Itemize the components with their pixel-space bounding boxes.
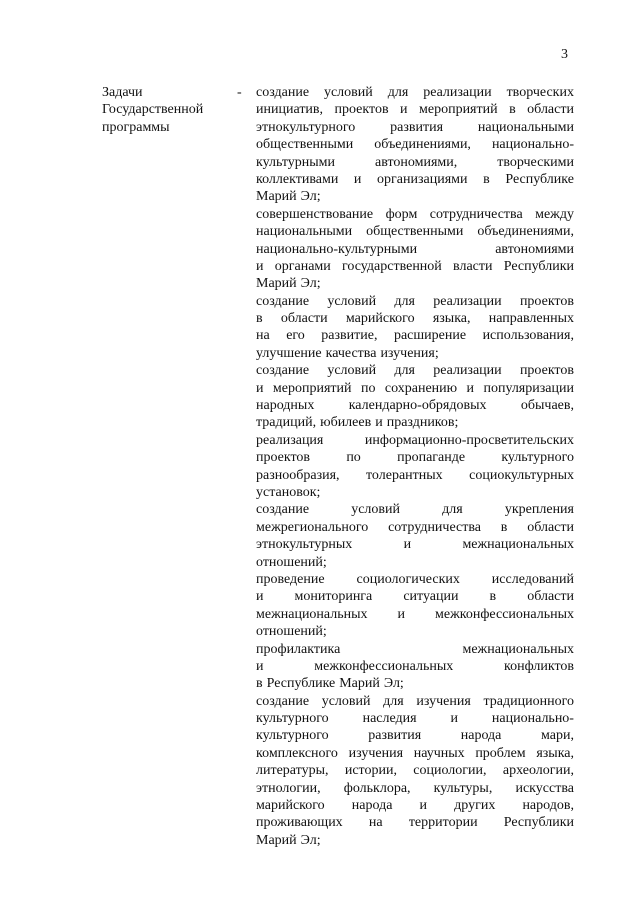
task-line: национально-культурными автономиями xyxy=(256,241,574,257)
task-line: национальными общественными объединениями, xyxy=(256,224,574,240)
task-line: и мониторинга ситуации в области xyxy=(256,589,574,605)
page-number: 3 xyxy=(561,47,568,62)
task-line: межрегионального сотрудничества в области xyxy=(256,519,574,535)
task-line: Марий Эл; xyxy=(256,832,321,848)
task-line: инициатив, проектов и мероприятий в области xyxy=(256,102,574,118)
task-item xyxy=(256,362,574,432)
task-item xyxy=(256,501,574,571)
task-line: межнациональных и межконфессиональных xyxy=(256,606,574,622)
task-line: проектов по пропаганде культурного xyxy=(256,450,574,466)
task-line: отношений; xyxy=(256,554,327,570)
task-line: создание условий для изучения традиционного xyxy=(256,693,574,709)
task-line: создание условий для укрепления xyxy=(256,502,574,518)
task-line: коллективами и организациями в Республике xyxy=(256,171,574,187)
task-line: в Республике Марий Эл; xyxy=(256,676,404,692)
section-label-line: программы xyxy=(102,119,170,135)
task-line: и органами государственной власти Республики xyxy=(256,258,574,274)
section-label xyxy=(102,84,232,136)
task-line: Марий Эл; xyxy=(256,189,321,205)
task-line: литературы, истории, социологии, археологии, xyxy=(256,763,574,779)
task-line: культурного наследия и национально- xyxy=(256,711,574,727)
task-line: разнообразия, толерантных социокультурных xyxy=(256,467,574,483)
task-line: марийского народа и других народов, xyxy=(256,798,574,814)
task-line: профилактика межнациональных xyxy=(256,641,574,657)
task-item xyxy=(256,571,574,641)
task-line: этнокультурных и межнациональных xyxy=(256,537,574,553)
task-line: проведение социологических исследований xyxy=(256,571,574,587)
task-line: традиций, юбилеев и праздников; xyxy=(256,415,459,431)
task-item xyxy=(256,206,574,293)
task-line: отношений; xyxy=(256,624,327,640)
task-line: на его развитие, расширение использования, xyxy=(256,328,574,344)
task-line: и мероприятий по сохранению и популяризации xyxy=(256,380,574,396)
section-label-line: Задачи xyxy=(102,85,143,100)
task-line: народных календарно-обрядовых обычаев, xyxy=(256,398,574,414)
task-item xyxy=(256,84,574,206)
tasks-list xyxy=(256,84,574,849)
task-item xyxy=(256,432,574,502)
task-line: комплексного изучения научных проблем языка, xyxy=(256,745,574,761)
task-line: создание условий для реализации проектов xyxy=(256,293,574,309)
task-line: Марий Эл; xyxy=(256,276,321,292)
task-item xyxy=(256,293,574,363)
task-line: общественными объединениями, национально- xyxy=(256,137,574,153)
task-item xyxy=(256,693,574,850)
task-line: культурными автономиями, творческими xyxy=(256,154,574,170)
task-line: культурного развития народа мари, xyxy=(256,728,574,744)
task-line: этнологии, фольклора, культуры, искусства xyxy=(256,780,574,796)
task-line: создание условий для реализации творческих xyxy=(256,85,574,100)
task-line: в области марийского языка, направленных xyxy=(256,311,574,327)
task-line: и межконфессиональных конфликтов xyxy=(256,658,574,674)
task-line: проживающих на территории Республики xyxy=(256,815,574,831)
task-line: реализация информационно-просветительских xyxy=(256,432,574,448)
task-line: установок; xyxy=(256,484,321,500)
task-item xyxy=(256,641,574,693)
task-line: улучшение качества изучения; xyxy=(256,345,439,361)
task-line: совершенствование форм сотрудничества между xyxy=(256,206,574,222)
task-line: этнокультурного развития национальными xyxy=(256,119,574,135)
task-line: создание условий для реализации проектов xyxy=(256,363,574,379)
separator-dash: - xyxy=(237,85,242,100)
section-label-line: Государственной xyxy=(102,102,204,118)
